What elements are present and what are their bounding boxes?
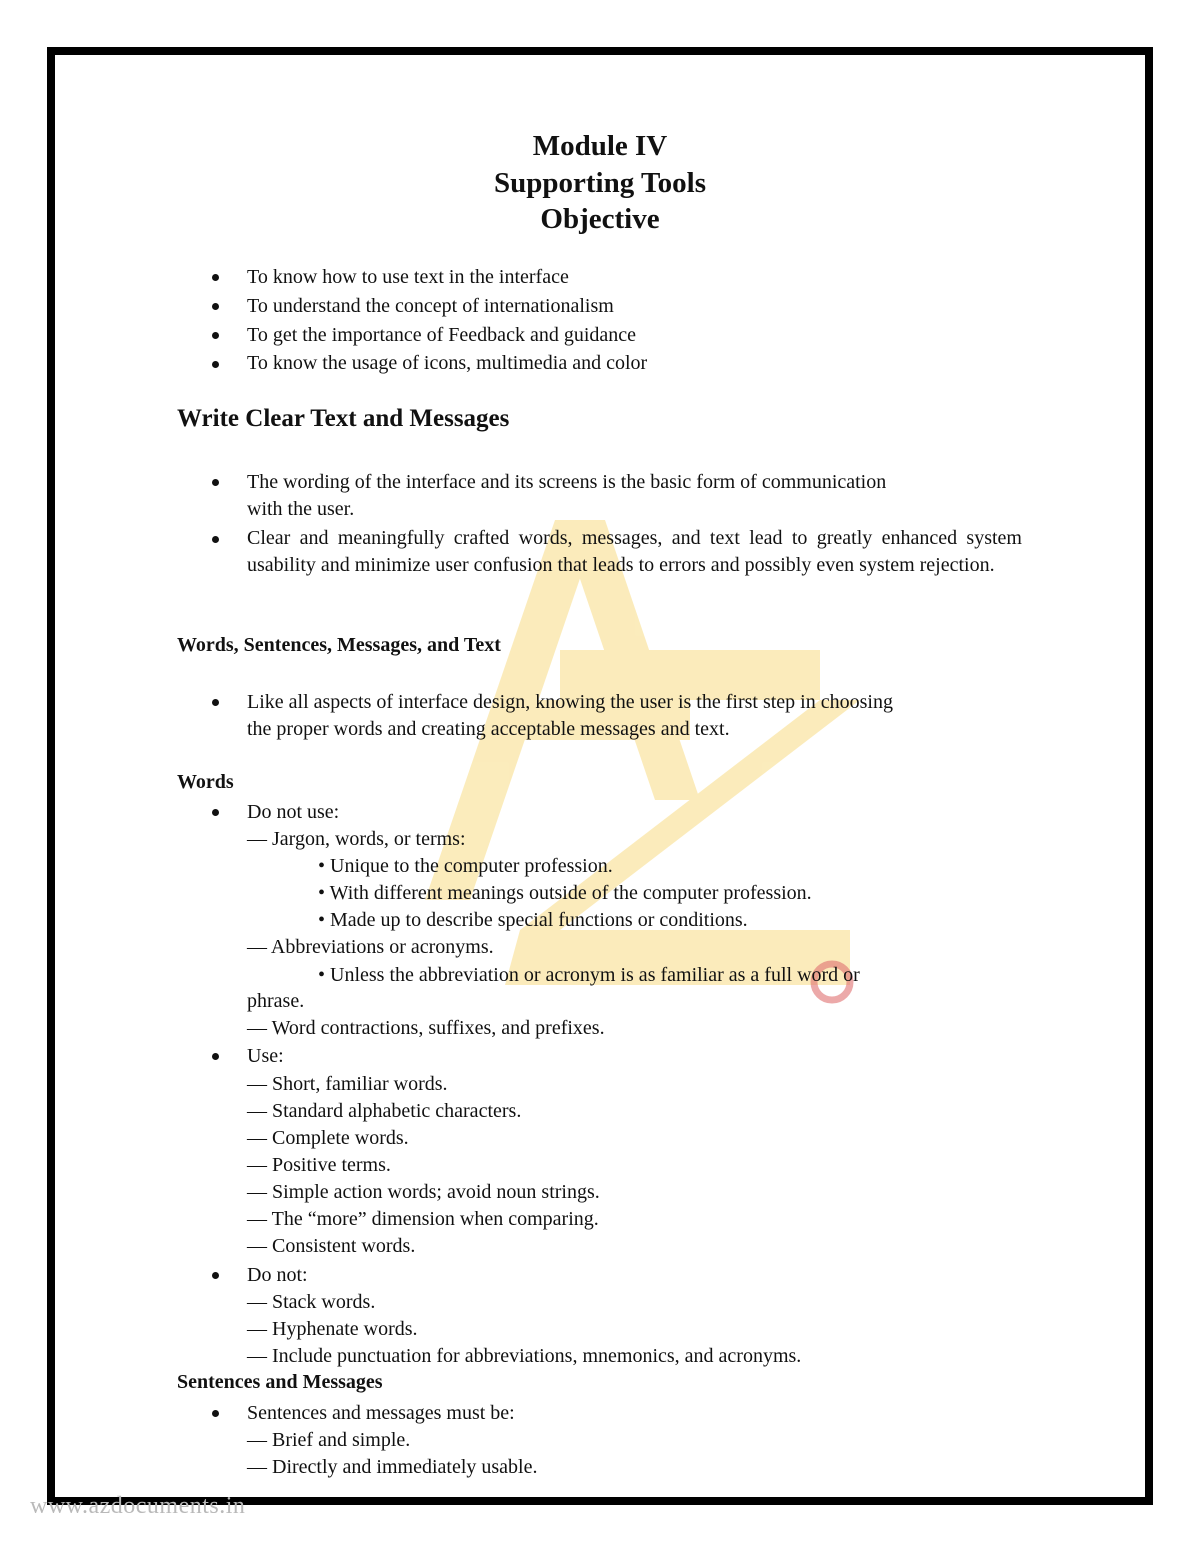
bullet-icon xyxy=(212,274,219,281)
list-item: — The “more” dimension when comparing. xyxy=(247,1208,599,1230)
list-item: — Abbreviations or acronyms. xyxy=(247,936,494,958)
list-item: — Jargon, words, or terms: xyxy=(247,828,466,850)
bullet-icon xyxy=(212,479,219,486)
paragraph-line: the proper words and creating acceptable messages and text. xyxy=(247,718,730,740)
list-item: — Short, familiar words. xyxy=(247,1073,448,1095)
list-item: — Hyphenate words. xyxy=(247,1318,418,1340)
list-subitem: • Made up to describe special functions or conditions. xyxy=(318,909,748,931)
paragraph: Clear and meaningfully crafted words, messages, and text lead to greatly enhanced system usability and minimize user confusion that leads to errors and possibly even system rejection. xyxy=(247,527,1022,576)
list-item: — Brief and simple. xyxy=(247,1429,411,1451)
list-subitem: • With different meanings outside of the computer profession. xyxy=(318,882,812,904)
list-item: — Include punctuation for abbreviations, mnemonics, and acronyms. xyxy=(247,1345,802,1367)
objective-item: To get the importance of Feedback and guidance xyxy=(247,324,637,346)
bullet-icon xyxy=(212,809,219,816)
list-subitem: • Unless the abbreviation or acronym is as familiar as a full word or xyxy=(318,964,860,986)
objective-item: To know the usage of icons, multimedia and color xyxy=(247,352,648,374)
bullet-icon xyxy=(212,536,219,543)
objective-heading: Objective xyxy=(540,203,660,235)
bullet-icon xyxy=(212,1272,219,1279)
bullet-icon xyxy=(212,303,219,310)
list-subitem: • Unique to the computer profession. xyxy=(318,855,613,877)
bullet-icon xyxy=(212,699,219,706)
list-item: — Word contractions, suffixes, and prefixes. xyxy=(247,1017,605,1039)
module-title: Module IV xyxy=(532,130,668,162)
section-heading-words-sentences: Words, Sentences, Messages, and Text xyxy=(177,634,501,656)
bullet-icon xyxy=(212,1410,219,1417)
footer-watermark-url: www.azdocuments.in xyxy=(30,1493,246,1519)
list-item: — Complete words. xyxy=(247,1127,409,1149)
list-label: Sentences and messages must be: xyxy=(247,1402,515,1424)
section-heading-words: Words xyxy=(177,771,234,793)
bullet-icon xyxy=(212,332,219,339)
objective-item: To know how to use text in the interface xyxy=(247,266,569,288)
list-subitem-continued: phrase. xyxy=(247,990,305,1012)
paragraph-line: Like all aspects of interface design, knowing the user is the first step in choosing xyxy=(247,691,893,713)
list-item: — Simple action words; avoid noun strings. xyxy=(247,1181,600,1203)
objective-item: To understand the concept of internationalism xyxy=(247,295,614,317)
list-label: Do not: xyxy=(247,1264,308,1286)
bullet-icon xyxy=(212,1053,219,1060)
section-heading-sentences: Sentences and Messages xyxy=(177,1371,383,1393)
list-item: — Positive terms. xyxy=(247,1154,391,1176)
list-item: — Stack words. xyxy=(247,1291,376,1313)
section-heading-write-clear-text: Write Clear Text and Messages xyxy=(177,405,510,432)
list-item: — Directly and immediately usable. xyxy=(247,1456,538,1478)
list-item: — Consistent words. xyxy=(247,1235,416,1257)
list-label: Do not use: xyxy=(247,801,340,823)
bullet-icon xyxy=(212,361,219,368)
paragraph-line: with the user. xyxy=(247,498,355,520)
list-item: — Standard alphabetic characters. xyxy=(247,1100,522,1122)
list-label: Use: xyxy=(247,1045,284,1067)
module-subtitle: Supporting Tools xyxy=(494,167,706,199)
paragraph-line: The wording of the interface and its screens is the basic form of communication xyxy=(247,471,887,493)
